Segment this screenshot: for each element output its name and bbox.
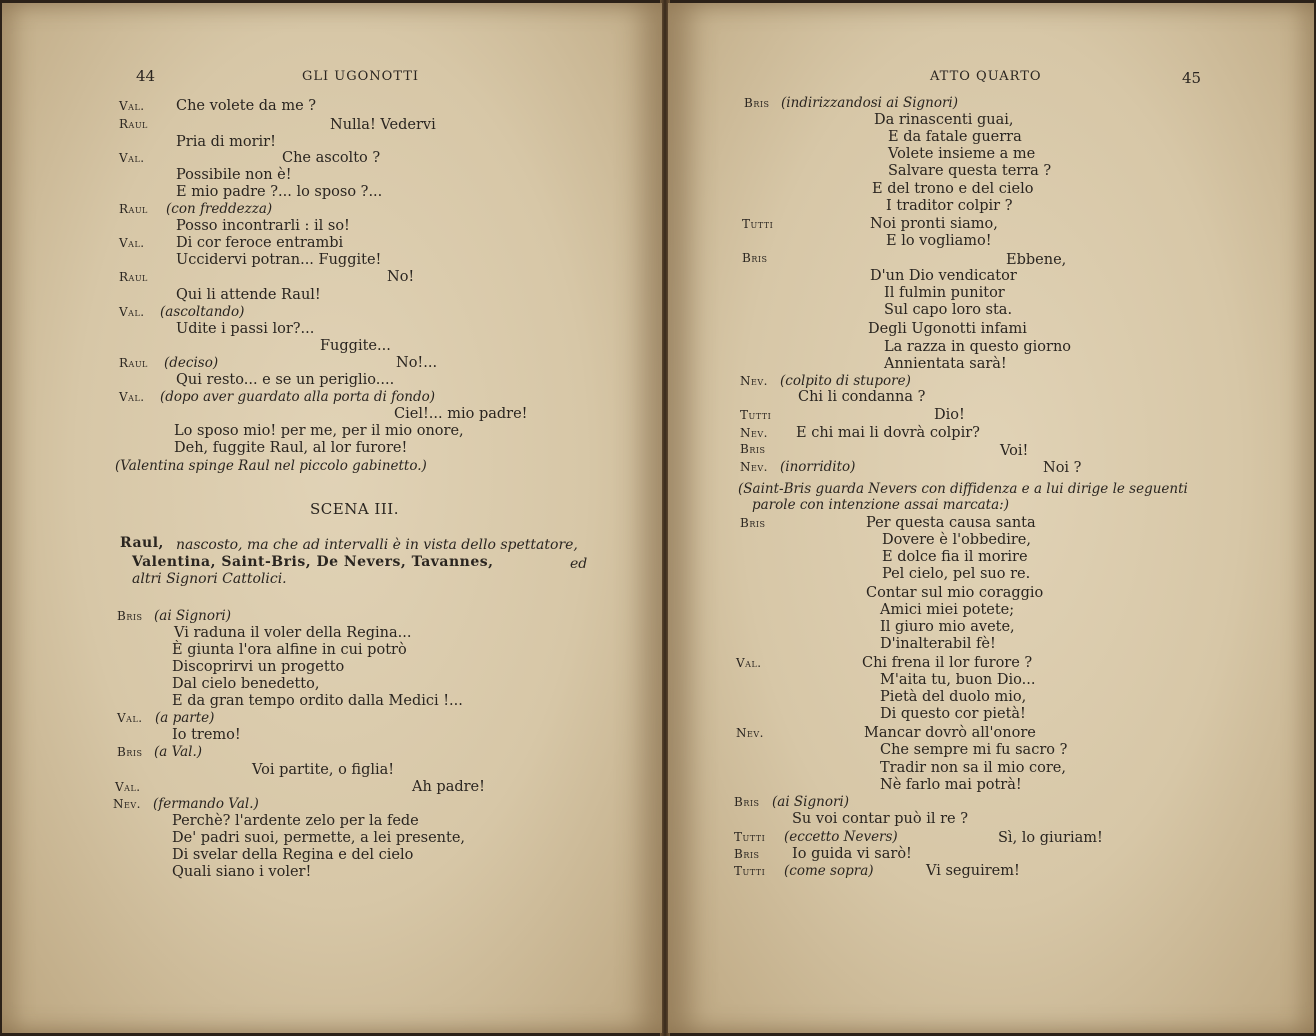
running-head: GLI UGONOTTI [302, 69, 420, 84]
stage-direction: (colpito di stupore) [780, 373, 911, 389]
speaker-label: Bris [742, 251, 768, 265]
cast-note: nascosto, ma che ad intervalli è in vista dello spettatore, [176, 537, 578, 553]
stage-direction: (a parte) [155, 710, 215, 726]
dialogue-line: È giunta l'ora alfine in cui potrò [172, 642, 407, 658]
speaker-label: Val. [117, 711, 143, 725]
dialogue-line: Udite i passi lor?... [176, 321, 315, 337]
speaker-label: Val. [119, 305, 145, 319]
dialogue-line: Nè farlo mai potrà! [880, 777, 1022, 793]
stage-direction: (ai Signori) [772, 794, 849, 810]
speaker-label: Raul [119, 117, 148, 131]
page-number: 44 [136, 67, 156, 85]
dialogue-line: Posso incontrarli : il so! [176, 218, 350, 234]
dialogue-line: Dal cielo benedetto, [172, 676, 320, 692]
speaker-label: Tutti [742, 217, 774, 231]
dialogue-line: Possibile non è! [176, 167, 292, 183]
dialogue-line: Deh, fuggite Raul, al lor furore! [174, 440, 408, 456]
dialogue-line: D'un Dio vendicator [870, 268, 1017, 284]
dialogue-line: Vi seguirem! [926, 863, 1020, 879]
dialogue-line: Il fulmin punitor [884, 285, 1005, 301]
dialogue-line: Salvare questa terra ? [888, 163, 1052, 179]
dialogue-line: Annientata sarà! [884, 356, 1007, 372]
page-number: 45 [1182, 69, 1202, 87]
dialogue-line: Sul capo loro sta. [884, 302, 1013, 318]
stage-direction: (Valentina spinge Raul nel piccolo gabinetto.) [115, 458, 427, 474]
dialogue-line: Dovere è l'obbedire, [882, 532, 1031, 548]
speaker-label: Val. [736, 656, 762, 670]
dialogue-line: Da rinascenti guai, [874, 112, 1014, 128]
scene-title: SCENA III. [310, 500, 399, 518]
dialogue-line: Che ascolto ? [282, 150, 381, 166]
dialogue-line: Io guida vi sarò! [792, 846, 912, 862]
dialogue-line: Pria di morir! [176, 134, 276, 150]
dialogue-line: Pel cielo, pel suo re. [882, 566, 1031, 582]
dialogue-line: Che sempre mi fu sacro ? [880, 742, 1068, 758]
speaker-label: Nev. [740, 426, 768, 440]
dialogue-line: Di svelar della Regina e del cielo [172, 847, 414, 863]
dialogue-line: La razza in questo giorno [884, 339, 1072, 355]
dialogue-line: Su voi contar può il re ? [792, 811, 968, 827]
speaker-label: Nev. [113, 797, 141, 811]
dialogue-line: Discoprirvi un progetto [172, 659, 345, 675]
dialogue-line: Chi frena il lor furore ? [862, 655, 1033, 671]
cast-name: Raul, [120, 535, 164, 551]
stage-direction: (come sopra) [784, 863, 874, 879]
dialogue-line: Lo sposo mio! per me, per il mio onore, [174, 423, 464, 439]
dialogue-line: No!... [396, 355, 438, 371]
speaker-label: Bris [117, 745, 143, 759]
dialogue-line: M'aita tu, buon Dio... [880, 672, 1036, 688]
speaker-label: Val. [119, 151, 145, 165]
dialogue-line: Che volete da me ? [176, 98, 317, 114]
dialogue-line: Tradir non sa il mio core, [880, 760, 1067, 776]
dialogue-line: Mancar dovrò all'onore [864, 725, 1036, 741]
speaker-label: Raul [119, 356, 148, 370]
stage-direction: (indirizzandosi ai Signori) [781, 95, 959, 111]
dialogue-line: Voi partite, o figlia! [252, 762, 395, 778]
speaker-label: Bris [734, 795, 760, 809]
stage-direction: parole con intenzione assai marcata:) [752, 497, 1009, 513]
stage-direction: (dopo aver guardato alla porta di fondo) [160, 389, 435, 405]
speaker-label: Raul [119, 270, 148, 284]
dialogue-line: Ebbene, [1006, 252, 1067, 268]
speaker-label: Raul [119, 202, 148, 216]
stage-direction: (ai Signori) [154, 608, 231, 624]
dialogue-line: E del trono e del cielo [872, 181, 1034, 197]
speaker-label: Nev. [740, 460, 768, 474]
stage-direction: (inorridito) [780, 459, 856, 475]
dialogue-line: Io tremo! [172, 727, 241, 743]
dialogue-line: Volete insieme a me [888, 146, 1036, 162]
stage-direction: (fermando Val.) [153, 796, 259, 812]
dialogue-line: E dolce fia il morire [882, 549, 1028, 565]
speaker-label: Nev. [736, 726, 764, 740]
dialogue-line: Degli Ugonotti infami [868, 321, 1027, 337]
dialogue-line: E da fatale guerra [888, 129, 1022, 145]
dialogue-line: Ah padre! [412, 779, 485, 795]
dialogue-line: Nulla! Vedervi [330, 117, 436, 133]
speaker-label: Bris [740, 516, 766, 530]
speaker-label: Bris [744, 96, 770, 110]
stage-direction: (a Val.) [154, 744, 203, 760]
stage-direction: (deciso) [164, 355, 219, 371]
dialogue-line: Contar sul mio coraggio [866, 585, 1044, 601]
dialogue-line: Vi raduna il voler della Regina... [174, 625, 412, 641]
dialogue-line: Amici miei potete; [880, 602, 1015, 618]
left-page [2, 3, 662, 1033]
dialogue-line: Di cor feroce entrambi [176, 235, 344, 251]
dialogue-line: Quali siano i voler! [172, 864, 312, 880]
dialogue-line: Il giuro mio avete, [880, 619, 1015, 635]
speaker-label: Bris [740, 442, 766, 456]
cast-names: Valentina, Saint-Bris, De Nevers, Tavannes, [132, 554, 494, 570]
dialogue-line: Noi pronti siamo, [870, 216, 998, 232]
dialogue-line: Di questo cor pietà! [880, 706, 1026, 722]
dialogue-line: Dio! [934, 407, 965, 423]
dialogue-line: Qui li attende Raul! [176, 287, 321, 303]
stage-direction: (Saint-Bris guarda Nevers con diffidenza e a lui dirige le seguenti [738, 481, 1188, 497]
dialogue-line: Perchè? l'ardente zelo per la fede [172, 813, 419, 829]
stage-direction: (con freddezza) [166, 201, 273, 217]
dialogue-line: Pietà del duolo mio, [880, 689, 1027, 705]
dialogue-line: E chi mai li dovrà colpir? [796, 425, 980, 441]
dialogue-line: Noi ? [1043, 460, 1082, 476]
cast-others: altri Signori Cattolici. [132, 571, 287, 587]
dialogue-line: Per questa causa santa [866, 515, 1036, 531]
dialogue-line: E mio padre ?... lo sposo ?... [176, 184, 383, 200]
right-page [668, 3, 1314, 1033]
stage-direction: (eccetto Nevers) [784, 829, 898, 845]
cast-conjunction: ed [570, 556, 588, 572]
speaker-label: Bris [117, 609, 143, 623]
dialogue-line: Qui resto... e se un periglio.... [176, 372, 395, 388]
speaker-label: Val. [119, 99, 145, 113]
speaker-label: Val. [119, 236, 145, 250]
dialogue-line: Voi! [1000, 443, 1029, 459]
dialogue-line: D'inalterabil fè! [880, 636, 996, 652]
dialogue-line: I traditor colpir ? [886, 198, 1013, 214]
speaker-label: Tutti [740, 408, 772, 422]
dialogue-line: De' padri suoi, permette, a lei presente, [172, 830, 466, 846]
running-head: ATTO QUARTO [930, 69, 1042, 84]
dialogue-line: Uccidervi potran... Fuggite! [176, 252, 382, 268]
dialogue-line: Fuggite... [320, 338, 391, 354]
speaker-label: Val. [119, 390, 145, 404]
speaker-label: Val. [115, 780, 141, 794]
dialogue-line: No! [387, 269, 415, 285]
dialogue-line: Chi li condanna ? [798, 389, 926, 405]
dialogue-line: Ciel!... mio padre! [394, 406, 528, 422]
speaker-label: Bris [734, 847, 760, 861]
speaker-label: Tutti [734, 830, 766, 844]
dialogue-line: E lo vogliamo! [886, 233, 992, 249]
speaker-label: Nev. [740, 374, 768, 388]
dialogue-line: Sì, lo giuriam! [998, 830, 1103, 846]
dialogue-line: E da gran tempo ordito dalla Medici !... [172, 693, 463, 709]
speaker-label: Tutti [734, 864, 766, 878]
stage-direction: (ascoltando) [160, 304, 245, 320]
